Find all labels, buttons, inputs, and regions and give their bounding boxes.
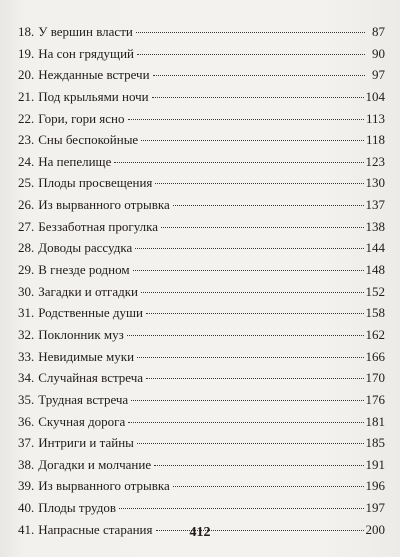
toc-entry-page: 162 <box>365 326 385 342</box>
toc-entry <box>18 367 385 389</box>
toc-entry-page: 138 <box>365 218 385 234</box>
toc-entry-title: В гнезде родном <box>38 262 130 278</box>
toc-entry-title: Нежданные встречи <box>38 67 150 83</box>
toc-entry-page: 118 <box>365 132 385 148</box>
toc-entry-title: Напрасные старания <box>38 521 153 537</box>
toc-entry-number: 24. <box>18 153 35 169</box>
toc-entry-title: Скучная дорога <box>38 413 126 429</box>
toc-entry-title: Из вырванного отрывка <box>38 478 170 494</box>
dot-leader <box>133 270 364 271</box>
dot-leader <box>128 119 364 120</box>
toc-entry-number: 41. <box>18 521 35 537</box>
toc-entry-number: 19. <box>18 45 35 61</box>
toc-entry-number: 34. <box>18 370 35 386</box>
toc-entry-title: Трудная встреча <box>38 391 129 407</box>
toc-entry-page: 97 <box>372 67 385 83</box>
toc-entry <box>18 346 385 368</box>
toc-entry-page: 87 <box>372 24 385 39</box>
toc-entry-number: 26. <box>18 197 35 213</box>
toc-entry-title: Плоды просвещения <box>38 175 153 191</box>
toc-entry <box>18 302 385 324</box>
dot-leader <box>137 443 364 444</box>
toc-entry <box>18 129 385 151</box>
toc-entry-title: Из вырванного отрывка <box>38 197 170 213</box>
toc-entry-page: 181 <box>365 413 385 429</box>
dot-leader <box>119 508 364 509</box>
toc-entry-number: 30. <box>18 283 35 299</box>
toc-entry-title: Гори, гори ясно <box>38 110 125 126</box>
toc-entry <box>18 86 385 108</box>
toc-entry <box>18 411 385 433</box>
dot-leader <box>154 465 363 466</box>
dot-leader <box>128 422 363 423</box>
dot-leader <box>173 205 364 206</box>
toc-entry-number: 21. <box>18 88 35 104</box>
dot-leader <box>136 32 365 33</box>
toc-entry-number: 32. <box>18 326 35 342</box>
toc-entry-page: 113 <box>365 110 385 126</box>
dot-leader <box>146 313 364 314</box>
toc-entry-page: 137 <box>365 197 385 213</box>
toc-entry-page: 144 <box>365 240 385 256</box>
toc-entry-title: Сны беспокойные <box>38 132 139 148</box>
toc-entry-number: 38. <box>18 456 35 472</box>
toc-entry-number: 20. <box>18 67 35 83</box>
dot-leader <box>127 335 364 336</box>
toc-entry <box>18 475 385 497</box>
toc-entry-title: Плоды трудов <box>38 500 116 516</box>
toc-entry-number: 36. <box>18 413 35 429</box>
toc-entry-page: 166 <box>365 348 385 364</box>
toc-entry-number: 27. <box>18 218 35 234</box>
toc-entry <box>18 454 385 476</box>
dot-leader <box>155 183 363 184</box>
page-number: 412 <box>189 525 211 540</box>
toc-entry-number: 33. <box>18 348 35 364</box>
dot-leader <box>141 140 364 141</box>
toc-entry-number: 29. <box>18 262 35 278</box>
dot-leader <box>152 97 364 98</box>
dot-leader <box>161 227 363 228</box>
toc-entry-title: Случайная встреча <box>38 370 144 386</box>
toc-entry <box>18 237 385 259</box>
toc-entry-page: 197 <box>365 500 385 516</box>
dot-leader <box>135 248 363 249</box>
dot-leader <box>137 357 363 358</box>
toc-entry-number: 35. <box>18 391 35 407</box>
toc-entry-title: Невидимые муки <box>38 348 135 364</box>
toc-entry-title: Поклонник муз <box>38 326 124 342</box>
toc-entry <box>18 281 385 303</box>
toc-entry-title: Интриги и тайны <box>38 435 134 451</box>
toc-entry <box>18 108 385 130</box>
toc-entry-title: Под крыльями ночи <box>38 88 149 104</box>
dot-leader <box>114 162 363 163</box>
table-of-contents <box>18 21 385 540</box>
toc-entry <box>18 43 385 65</box>
toc-entry-title: На сон грядущий <box>38 45 134 61</box>
toc-entry-page: 185 <box>365 435 385 451</box>
toc-entry <box>18 21 385 43</box>
toc-entry <box>18 151 385 173</box>
dot-leader <box>137 54 365 55</box>
toc-entry-page: 152 <box>365 283 385 299</box>
toc-entry-number: 39. <box>18 478 35 494</box>
toc-entry-page: 170 <box>365 370 385 386</box>
dot-leader <box>146 378 363 379</box>
dot-leader <box>141 292 364 293</box>
toc-entry-number: 25. <box>18 175 35 191</box>
toc-entry <box>18 194 385 216</box>
toc-entry-page: 200 <box>365 521 385 537</box>
toc-entry-number: 28. <box>18 240 35 256</box>
toc-entry <box>18 432 385 454</box>
toc-entry-title: Родственные души <box>38 305 143 321</box>
toc-entry <box>18 389 385 411</box>
dot-leader <box>173 486 364 487</box>
toc-entry-number: 37. <box>18 435 35 451</box>
toc-entry <box>18 172 385 194</box>
dot-leader <box>131 400 363 401</box>
toc-entry-page: 90 <box>372 45 385 61</box>
toc-entry <box>18 497 385 519</box>
toc-entry <box>18 216 385 238</box>
toc-entry-title: Догадки и молчание <box>38 456 152 472</box>
toc-entry-page: 158 <box>365 305 385 321</box>
toc-entry-number: 22. <box>18 110 35 126</box>
toc-entry-page: 130 <box>365 175 385 191</box>
toc-entry-page: 148 <box>365 262 385 278</box>
dot-leader <box>153 75 365 76</box>
toc-entry-page: 191 <box>365 456 385 472</box>
toc-entry-number: 40. <box>18 500 35 516</box>
toc-entry <box>18 64 385 86</box>
toc-entry-title: На пепелище <box>38 153 112 169</box>
toc-entry-number: 23. <box>18 132 35 148</box>
toc-entry-title: Доводы рассудка <box>38 240 133 256</box>
toc-entry-page: 104 <box>365 88 385 104</box>
toc-entry-title: У вершин власти <box>38 24 133 39</box>
toc-entry-number: 18. <box>18 24 35 39</box>
toc-entry-page: 123 <box>365 153 385 169</box>
toc-entry <box>18 324 385 346</box>
toc-entry <box>18 259 385 281</box>
toc-entry-title: Загадки и отгадки <box>38 283 138 299</box>
toc-entry-number: 31. <box>18 305 35 321</box>
toc-entry-page: 196 <box>365 478 385 494</box>
toc-entry-title: Беззаботная прогулка <box>38 218 159 234</box>
toc-entry-page: 176 <box>365 391 385 407</box>
